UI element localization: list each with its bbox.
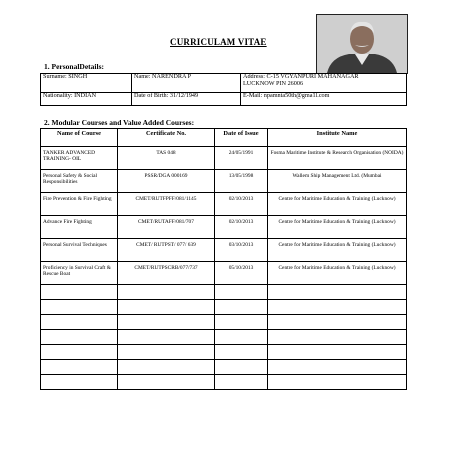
address-cell (241, 74, 407, 93)
course-name: TANKER ADVANCED TRAINING- OIL (41, 147, 118, 170)
date-of-issue: 03/10/2013 (215, 239, 268, 262)
header-institute-name: Institute Name (268, 129, 407, 147)
date-of-issue: 24/05/1991 (215, 147, 268, 170)
surname-label: Surname: (43, 73, 67, 80)
institute-name: Wallem Ship Management Ltd. (Mumbai (268, 170, 407, 193)
institute-name: Centre for Maritime Education & Training (Lucknow) (268, 216, 407, 239)
profile-photo (316, 14, 408, 74)
nationality-value: INDIAN (74, 92, 97, 99)
address-label: Address: (243, 73, 265, 80)
name-cell (132, 74, 241, 93)
dob-value: 31/12/1949 (169, 92, 199, 99)
table-row (41, 170, 407, 193)
empty-table-row (41, 285, 407, 300)
institute-name: Fosma Maritime Institute & Research Organisation (NOIDA) (268, 147, 407, 170)
email-cell (241, 93, 407, 106)
address-line1: C-15 VGYANPURI MAHANAGAR (266, 73, 359, 80)
course-name: Proficiency in Survival Craft & Rescue Boat (41, 262, 118, 285)
institute-name: Centre for Maritime Education & Training (Lucknow) (268, 239, 407, 262)
course-name: Personal Safety & Social Responsibilities (41, 170, 118, 193)
empty-table-row (41, 315, 407, 330)
courses-table (40, 128, 407, 390)
date-of-issue: 02/10/2013 (215, 193, 268, 216)
header-certificate-no: Certificate No. (118, 129, 215, 147)
course-name: Personal Survival Techniques (41, 239, 118, 262)
table-row (41, 193, 407, 216)
personal-details-table (40, 73, 407, 106)
institute-name: Centre for Maritime Education & Training (Lucknow) (268, 193, 407, 216)
nationality-cell (41, 93, 132, 106)
surname-cell (41, 74, 132, 93)
empty-table-row (41, 375, 407, 390)
certificate-no: CMET/RUTAFF/081/707 (118, 216, 215, 239)
date-of-issue: 05/10/2013 (215, 262, 268, 285)
date-of-issue: 02/10/2013 (215, 216, 268, 239)
name-value: NARENDRA P (152, 73, 192, 80)
section-courses-heading: 2. Modular Courses and Value Added Courses: (44, 118, 195, 127)
empty-table-row (41, 330, 407, 345)
header-course-name: Name of Course (41, 129, 118, 147)
email-label: E-Mail: (243, 92, 263, 99)
empty-table-row (41, 345, 407, 360)
surname-value: SINGH (68, 73, 88, 80)
nationality-label: Nationality: (43, 92, 73, 99)
table-row (41, 262, 407, 285)
empty-table-row (41, 300, 407, 315)
email-value: npamnta50th@gma1l.com (263, 92, 330, 99)
name-label: Name: (134, 73, 151, 80)
empty-table-row (41, 360, 407, 375)
document-title: CURRICULAM VITAE (170, 37, 267, 47)
certificate-no: CMET/RUTFPFF/081/1145 (118, 193, 215, 216)
certificate-no: CMET/RUTPSCRB/077/737 (118, 262, 215, 285)
header-date-of-issue: Date of Issue (215, 129, 268, 147)
section-personal-details-heading: 1. PersonalDetails: (44, 62, 104, 71)
table-row (41, 239, 407, 262)
dob-cell (132, 93, 241, 106)
address-line2: LUCKNOW PIN 26006 (243, 79, 304, 87)
date-of-issue: 13/05/1998 (215, 170, 268, 193)
institute-name: Centre for Maritime Education & Training (Lucknow) (268, 262, 407, 285)
dob-label: Date of Birth: (134, 92, 169, 99)
course-name: Advance Fire Fighting (41, 216, 118, 239)
table-row (41, 216, 407, 239)
certificate-no: PSSR/DGA 000169 (118, 170, 215, 193)
certificate-no: TAS 048 (118, 147, 215, 170)
certificate-no: CMET/ RUTPST/ 077/ 639 (118, 239, 215, 262)
course-name: Fire Prevention & Fire Fighting (41, 193, 118, 216)
table-row (41, 147, 407, 170)
